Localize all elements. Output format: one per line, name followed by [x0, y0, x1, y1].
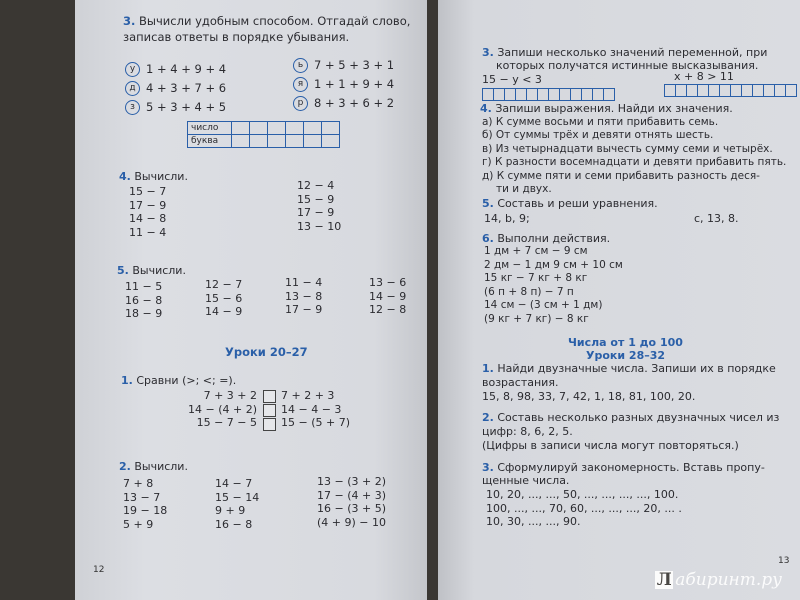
r-ex6-line: 15 кг − 7 кг + 8 кг — [484, 272, 588, 284]
expression: 18 − 9 — [125, 307, 163, 320]
left-page — [75, 0, 427, 600]
r-ex3b-title-line2: щенные числа. — [482, 474, 570, 487]
ex3-letter-circle: я — [293, 77, 308, 92]
r-ex3b-rows — [486, 488, 682, 529]
page-number-left: 12 — [93, 565, 105, 575]
ex3-expression: 1 + 4 + 9 + 4 — [146, 62, 227, 76]
ex4-column-1 — [129, 185, 166, 239]
r-ex1-title-line1: Найди двузначные числа. Запиши их в порядке — [497, 362, 776, 375]
r-ex1-numbers: 15, 8, 98, 33, 7, 42, 1, 18, 81, 100, 20. — [482, 390, 696, 403]
expression: 13 − 10 — [297, 219, 342, 233]
r-ex6-line: 14 см − (3 см + 1 дм) — [484, 299, 603, 311]
r-ex2-title-line1: Составь несколько разных двузначных чисел из — [497, 411, 780, 424]
answer-table-row-label: число — [188, 122, 232, 135]
ex3-expression: 8 + 3 + 6 + 2 — [314, 96, 395, 110]
r-ex4-line: ти и двух. — [496, 183, 552, 196]
compare-right-column — [281, 389, 350, 430]
expression: (4 + 9) − 10 — [317, 515, 386, 529]
ex5-column-2 — [205, 278, 242, 319]
lessons-heading: Уроки 20–27 — [225, 345, 308, 359]
ex3-title-line2: записав ответы в порядке убывания. — [123, 30, 350, 44]
expression: 14 − (4 + 2) — [188, 402, 257, 416]
ex3-expression: 7 + 5 + 3 + 1 — [314, 58, 395, 72]
right-page — [438, 0, 800, 600]
r-ex2-note: (Цифры в записи числа могут повторяться.) — [482, 439, 739, 452]
sequence-row: 10, 20, ..., ..., 50, ..., ..., ..., ..., 100. — [486, 488, 679, 501]
ex3-letter-circle: ь — [293, 58, 308, 73]
r-ex5-left: 14, b, 9; — [484, 212, 530, 225]
expression: 16 − (3 + 5) — [317, 502, 386, 515]
answer-cell[interactable] — [304, 135, 322, 148]
answer-cell[interactable] — [268, 122, 286, 135]
ex3-expression: 1 + 1 + 9 + 4 — [314, 77, 395, 91]
inequality-2-answer-cells[interactable] — [664, 84, 796, 97]
ex2-column-2 — [215, 477, 259, 531]
r-ex6-lines — [484, 245, 623, 326]
expression: 14 − 9 — [369, 289, 407, 303]
expression: 15 − 7 — [129, 185, 167, 198]
r-ex4-title — [480, 102, 733, 115]
answer-table-row-label: буква — [188, 135, 232, 148]
compare-title-text: Сравни (>; <; =). — [136, 374, 237, 387]
inequality-2: x + 8 > 11 — [674, 70, 734, 83]
expression: 14 − 7 — [215, 477, 253, 490]
r-ex5-number: 5. — [482, 197, 494, 210]
ex4-column-2 — [297, 179, 341, 233]
answer-cell[interactable] — [286, 135, 304, 148]
r-ex3b-title-line1: Сформулируй закономерность. Вставь пропу- — [497, 461, 765, 474]
expression: 13 − 7 — [123, 490, 161, 504]
expression: 13 − 6 — [369, 276, 407, 289]
r-ex6-number: 6. — [482, 232, 494, 245]
expression: 15 − 7 − 5 — [196, 416, 257, 429]
compare-boxes — [259, 389, 280, 431]
watermark-logo — [655, 570, 782, 590]
ex2-column-3 — [317, 475, 386, 529]
answer-cell[interactable] — [250, 135, 268, 148]
r-ex3-number: 3. — [482, 46, 494, 59]
expression: 14 − 9 — [205, 305, 243, 318]
r-ex4-line: д) К сумме пяти и семи прибавить разность деся- — [482, 169, 760, 182]
ex3-item — [125, 100, 226, 115]
compare-title — [121, 374, 236, 387]
r-ex4-lines — [482, 116, 786, 196]
expression: 13 − 8 — [285, 289, 323, 303]
answer-cell[interactable] — [304, 122, 322, 135]
expression: 12 − 4 — [297, 179, 335, 192]
ex3-item — [125, 62, 226, 77]
ex2-title-text: Вычисли. — [134, 460, 188, 473]
ex2-number: 2. — [119, 460, 131, 473]
watermark-letter: Л — [656, 570, 672, 590]
ex4-title-text: Вычисли. — [134, 170, 188, 183]
ex5-column-3 — [285, 276, 322, 317]
expression: 17 − (4 + 3) — [317, 488, 386, 502]
expression: 7 + 8 — [123, 477, 154, 490]
expression: 11 − 5 — [125, 280, 163, 293]
compare-number: 1. — [121, 374, 133, 387]
expression: 11 − 4 — [129, 225, 167, 239]
expression: 12 − 8 — [369, 303, 407, 316]
ex4-number: 4. — [119, 170, 131, 183]
r-ex1-title — [482, 362, 776, 375]
expression: 17 − 9 — [129, 198, 167, 212]
r-ex6-line: (9 кг + 7 кг) − 8 кг — [484, 312, 589, 325]
ex3-letter-circle: д — [125, 81, 140, 96]
expression: 15 − 14 — [215, 490, 260, 504]
ex3-item — [293, 77, 394, 92]
r-ex4-line: в) Из четырнадцати вычесть сумму семи и четырёх. — [482, 142, 773, 155]
r-lessons-heading: Уроки 28–32 — [586, 349, 666, 362]
ex2-column-1 — [123, 477, 167, 531]
r-ex3-title-line2: которых получатся истинные высказывания. — [496, 59, 759, 72]
r-ex4-line: г) К разности восемнадцати и девяти прибавить пять. — [482, 156, 787, 169]
answer-cell[interactable] — [322, 122, 340, 135]
answer-cell[interactable] — [268, 135, 286, 148]
expression: 14 − 4 − 3 — [281, 402, 342, 416]
ex5-column-1 — [125, 280, 162, 321]
ex3-letter-circle: р — [293, 96, 308, 111]
page-number-right: 13 — [778, 556, 790, 566]
ex3-item — [293, 96, 394, 111]
expression: 5 + 9 — [123, 517, 154, 531]
ex2-title — [119, 460, 188, 473]
answer-cell[interactable] — [232, 135, 250, 148]
answer-table — [187, 121, 340, 148]
r-ex6-line: (6 п + 8 п) − 7 п — [484, 285, 574, 298]
r-ex3b-number: 3. — [482, 461, 494, 474]
expression: 15 − (5 + 7) — [281, 416, 350, 429]
r-ex5-right: c, 13, 8. — [694, 212, 739, 225]
expression: 7 + 2 + 3 — [281, 389, 335, 402]
expression: 11 − 4 — [285, 276, 323, 289]
r-ex2-title-line2: цифр: 8, 6, 2, 5. — [482, 425, 573, 438]
r-ex5-title-text: Составь и реши уравнения. — [497, 197, 658, 210]
r-ex4-number: 4. — [480, 102, 492, 115]
r-ex5-title — [482, 197, 658, 210]
r-ex6-line: 1 дм + 7 см − 9 см — [484, 245, 588, 257]
ex3-item — [293, 58, 394, 73]
expression: 19 − 18 — [123, 504, 168, 517]
expression: 17 − 9 — [285, 303, 323, 316]
expression: 15 − 6 — [205, 291, 243, 305]
expression: 12 − 7 — [205, 278, 243, 291]
inequality-1-answer-cells[interactable] — [482, 88, 614, 101]
answer-cell[interactable] — [322, 135, 340, 148]
r-ex3-title — [482, 46, 767, 59]
compare-answer-box[interactable] — [263, 418, 276, 431]
ex5-title — [117, 264, 186, 277]
ex3-title-line1: Вычисли удобным способом. Отгадай слово, — [139, 14, 411, 28]
compare-left-column — [175, 389, 257, 430]
sequence-row: 100, ..., ..., 70, 60, ..., ..., ..., 20, ... . — [486, 501, 682, 515]
r-ex4-line: б) От суммы трёх и девяти отнять шесть. — [482, 129, 714, 142]
r-ex1-number: 1. — [482, 362, 494, 375]
section-title: Числа от 1 до 100 — [568, 336, 683, 349]
expression: 14 − 8 — [129, 212, 167, 225]
ex3-expression: 5 + 3 + 4 + 5 — [146, 100, 227, 114]
sequence-row: 10, 30, ..., ..., 90. — [486, 515, 581, 528]
expression: 16 − 8 — [215, 517, 253, 531]
watermark-text: абиринт.ру — [675, 570, 782, 590]
r-ex2-title — [482, 411, 779, 424]
inequality-1: 15 − y < 3 — [482, 73, 542, 86]
answer-cell[interactable] — [250, 122, 268, 135]
expression: 7 + 3 + 2 — [203, 389, 257, 402]
ex3-expression: 4 + 3 + 7 + 6 — [146, 81, 227, 95]
expression: 15 − 9 — [297, 192, 335, 206]
r-ex1-title-line2: возрастания. — [482, 376, 559, 389]
compare-answer-box[interactable] — [263, 390, 276, 403]
ex3-item — [125, 81, 226, 96]
ex3-letter-circle: з — [125, 100, 140, 115]
answer-cell[interactable] — [286, 122, 304, 135]
ex5-title-text: Вычисли. — [132, 264, 186, 277]
expression: 9 + 9 — [215, 504, 246, 517]
answer-cell[interactable] — [232, 122, 250, 135]
expression: 13 − (3 + 2) — [317, 475, 386, 488]
r-ex3-title-line1: Запиши несколько значений переменной, при — [497, 46, 768, 59]
ex5-number: 5. — [117, 264, 129, 277]
r-ex6-title-text: Выполни действия. — [497, 232, 611, 245]
ex3-number: 3. — [123, 14, 136, 28]
ex3-title — [123, 14, 410, 28]
expression: 16 − 8 — [125, 293, 163, 307]
r-ex4-line: а) К сумме восьми и пяти прибавить семь. — [482, 116, 719, 128]
r-ex6-line: 2 дм − 1 дм 9 см + 10 см — [484, 258, 623, 271]
r-ex4-title-text: Запиши выражения. Найди их значения. — [495, 102, 733, 115]
ex3-letter-circle: у — [125, 62, 140, 77]
r-ex3b-title — [482, 461, 765, 474]
r-ex6-title — [482, 232, 610, 245]
ex5-column-4 — [369, 276, 406, 317]
compare-answer-box[interactable] — [263, 404, 276, 417]
expression: 17 − 9 — [297, 206, 335, 219]
ex4-title — [119, 170, 188, 183]
r-ex2-number: 2. — [482, 411, 494, 424]
